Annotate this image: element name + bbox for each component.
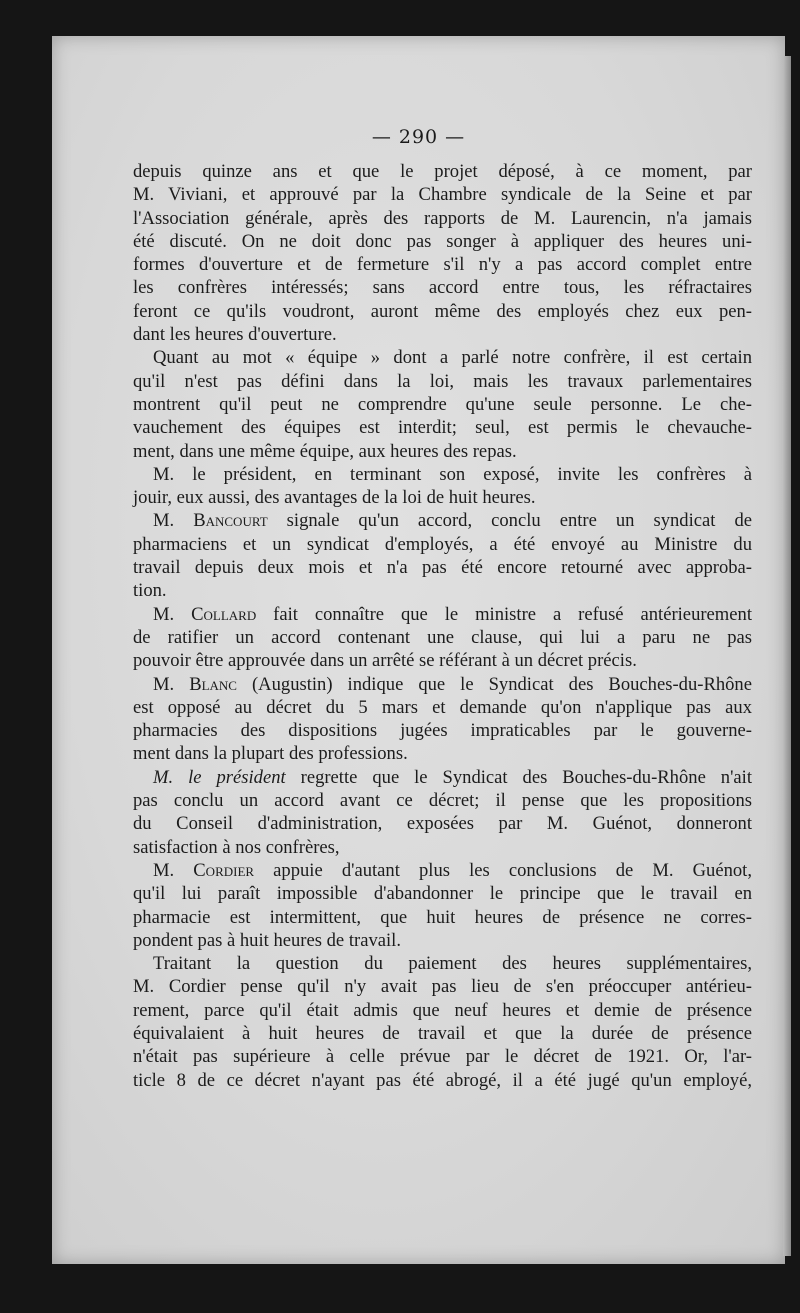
line-text: tion. — [133, 580, 167, 602]
text-line — [133, 626, 752, 649]
text-line — [133, 230, 752, 253]
speaker-name: Bancourt — [193, 510, 268, 532]
page-number: — 290 — — [371, 126, 466, 148]
text-line — [133, 999, 752, 1022]
speaker-name: Cordier — [193, 859, 255, 881]
paragraph — [133, 673, 752, 766]
line-text: jouir, eux aussi, des avantages de la loi de huit heures. — [133, 487, 536, 509]
line-text: M. Cordier pense qu'il n'y avait pas lieu de s'en préoccuper antérieu- — [133, 976, 752, 998]
page-text-body — [133, 160, 752, 1092]
line-text: pharmacie est intermittent, que huit heures de présence ne corres- — [133, 906, 752, 928]
text-line — [133, 1022, 752, 1045]
line-text: pharmacies des dispositions jugées impraticables par le gouverne- — [133, 720, 752, 742]
line-text: signale qu'un accord, conclu entre un syndicat de — [267, 510, 752, 532]
line-text: est opposé au décret du 5 mars et demande qu'on n'applique pas aux — [133, 696, 752, 718]
line-text: ment, dans une même équipe, aux heures des repas. — [133, 440, 517, 462]
paragraph — [133, 859, 752, 952]
line-text: pouvoir être approuvée dans un arrêté se référant à un décret précis. — [133, 650, 637, 672]
line-text: pondent pas à huit heures de travail. — [133, 929, 401, 951]
text-line — [133, 440, 752, 463]
line-text: fait connaître que le ministre a refusé antérieurement — [256, 603, 752, 625]
line-text: les confrères intéressés; sans accord entre tous, les réfractaires — [133, 277, 752, 299]
text-line — [133, 906, 752, 929]
line-text: ment dans la plupart des professions. — [133, 743, 408, 765]
text-line — [133, 416, 752, 439]
text-line — [133, 603, 752, 626]
text-line — [133, 486, 752, 509]
text-line — [133, 393, 752, 416]
line-text: satisfaction à nos confrères, — [133, 836, 340, 858]
text-line — [133, 579, 752, 602]
text-line — [133, 882, 752, 905]
line-text: regrette que le Syndicat des Bouches-du-Rhône n'ait — [285, 766, 753, 788]
speaker-prefix: M. — [153, 859, 194, 881]
line-text: du Conseil d'administration, exposées par M. Guénot, donneront — [133, 813, 752, 835]
line-text: dant les heures d'ouverture. — [133, 324, 337, 346]
text-line — [133, 719, 752, 742]
text-line — [133, 836, 752, 859]
text-line — [133, 929, 752, 952]
line-text: rement, parce qu'il était admis que neuf heures et demie de présence — [133, 999, 752, 1021]
paragraph — [133, 603, 752, 673]
speaker-title: M. le président — [153, 766, 286, 788]
text-line — [133, 346, 752, 369]
paragraph — [133, 463, 752, 510]
line-text: Quant au mot « équipe » dont a parlé notre confrère, il est certain — [153, 347, 752, 369]
text-line — [133, 742, 752, 765]
line-text: vauchement des équipes est interdit; seul, est permis le chevauche- — [133, 417, 752, 439]
text-line — [133, 812, 752, 835]
text-line — [133, 975, 752, 998]
text-line — [133, 1045, 752, 1068]
speaker-prefix: M. — [153, 673, 190, 695]
text-line — [133, 673, 752, 696]
line-text: de ratifier un accord contenant une clause, qui lui a paru ne pas — [133, 626, 752, 648]
line-text: depuis quinze ans et que le projet déposé, à ce moment, par — [133, 161, 752, 182]
paragraph — [133, 509, 752, 602]
line-text: pharmaciens et un syndicat d'employés, a été envoyé au Ministre du — [133, 533, 752, 555]
line-text: été discuté. On ne doit donc pas songer à appliquer des heures uni- — [133, 230, 752, 252]
text-line — [133, 207, 752, 230]
text-line — [133, 160, 752, 183]
line-text: travail depuis deux mois et n'a pas été encore retourné avec approba- — [133, 557, 752, 579]
text-line — [133, 649, 752, 672]
paragraph — [133, 160, 752, 346]
text-line — [133, 556, 752, 579]
paragraph — [133, 952, 752, 1092]
page-edge — [783, 56, 791, 1256]
text-line — [133, 276, 752, 299]
line-text: qu'il n'est pas défini dans la loi, mais les travaux parlementaires — [133, 370, 752, 392]
text-line — [133, 509, 752, 532]
text-line — [133, 789, 752, 812]
line-text: Traitant la question du paiement des heures supplémentaires, — [153, 953, 752, 975]
line-text: l'Association générale, après des rapports de M. Laurencin, n'a jamais — [133, 207, 752, 229]
text-line — [133, 183, 752, 206]
speaker-name: Blanc — [189, 673, 237, 695]
text-line — [133, 859, 752, 882]
line-text: n'était pas supérieure à celle prévue par le décret de 1921. Or, l'ar- — [133, 1046, 752, 1068]
line-text: montrent qu'il peut ne comprendre qu'une seule personne. Le che- — [133, 393, 752, 415]
line-text: pas conclu un accord avant ce décret; il pense que les propositions — [133, 790, 752, 812]
line-text: M. Viviani, et approuvé par la Chambre syndicale de la Seine et par — [133, 184, 752, 206]
text-line — [133, 253, 752, 276]
text-line — [133, 766, 752, 789]
line-text: feront ce qu'ils voudront, auront même des employés chez eux pen- — [133, 300, 752, 322]
line-text: qu'il lui paraît impossible d'abandonner le principe que le travail en — [133, 883, 752, 905]
speaker-prefix: M. — [153, 603, 192, 625]
text-line — [133, 300, 752, 323]
text-line — [133, 370, 752, 393]
line-text: équivalaient à huit heures de travail et que la durée de présence — [133, 1022, 752, 1044]
line-text: formes d'ouverture et de fermeture s'il n'y a pas accord complet entre — [133, 254, 752, 276]
paragraph — [133, 766, 752, 859]
text-line — [133, 463, 752, 486]
line-text: (Augustin) indique que le Syndicat des Bouches-du-Rhône — [236, 673, 752, 695]
line-text: M. le président, en terminant son exposé, invite les confrères à — [153, 463, 752, 485]
text-line — [133, 696, 752, 719]
text-line — [133, 1069, 752, 1092]
text-line — [133, 323, 752, 346]
speaker-name: Collard — [191, 603, 257, 625]
line-text: ticle 8 de ce décret n'ayant pas été abrogé, il a été jugé qu'un employé, — [133, 1069, 752, 1091]
text-line — [133, 952, 752, 975]
paragraph — [133, 346, 752, 462]
text-line — [133, 533, 752, 556]
line-text: appuie d'autant plus les conclusions de M. Guénot, — [254, 859, 752, 881]
speaker-prefix: M. — [153, 510, 194, 532]
